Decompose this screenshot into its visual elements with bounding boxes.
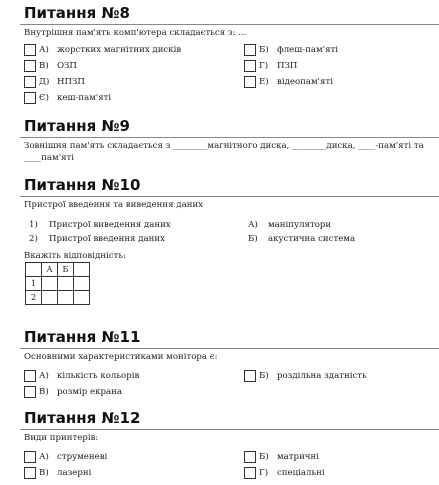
checkbox[interactable]: [24, 76, 36, 88]
q8-option-b[interactable]: [244, 43, 338, 56]
grid-cell[interactable]: [74, 277, 90, 291]
question-11-divider: [20, 348, 439, 349]
option-letter: Е): [259, 76, 269, 87]
option-text: жорстких магнітних дисків: [57, 44, 182, 55]
checkbox[interactable]: [24, 451, 36, 463]
q12-option-b[interactable]: [244, 450, 319, 463]
checkbox[interactable]: [24, 370, 36, 382]
question-9-divider: [20, 137, 439, 138]
question-8-divider: [20, 24, 439, 25]
checkbox[interactable]: [244, 467, 256, 479]
checkbox[interactable]: [24, 92, 36, 104]
question-8-title: Питання №8: [24, 4, 130, 22]
checkbox[interactable]: [24, 60, 36, 72]
checkbox[interactable]: [24, 44, 36, 56]
grid-cell[interactable]: [42, 277, 58, 291]
grid-corner-right: [74, 263, 90, 277]
option-letter: В): [39, 386, 49, 397]
checkbox[interactable]: [24, 386, 36, 398]
option-text: ПЗП: [277, 60, 298, 71]
q11-option-a[interactable]: [24, 369, 139, 382]
question-11-text: Основними характеристиками монітора є:: [24, 352, 218, 362]
q12-option-g[interactable]: [244, 466, 325, 479]
option-letter: А): [39, 451, 49, 462]
option-text: відеопам'яті: [277, 76, 333, 87]
option-letter: Б): [259, 44, 269, 55]
option-text: флеш-пам'яті: [277, 44, 338, 55]
question-9-title: Питання №9: [24, 117, 130, 135]
option-letter: Б): [259, 370, 269, 381]
grid-corner: [26, 263, 42, 277]
option-letter: Г): [259, 60, 269, 71]
question-12-divider: [20, 429, 439, 430]
checkbox[interactable]: [244, 60, 256, 72]
question-9-text: Зовнішня пам'ять складається з ________магнітного диска, ________диска, ____-пам'яті та ____пам'яті: [24, 141, 424, 163]
option-letter: В): [39, 467, 49, 478]
option-text: роздільна здатність: [277, 370, 367, 381]
grid-col-header: Б: [58, 263, 74, 277]
question-10-divider: [20, 196, 439, 197]
checkbox[interactable]: [244, 451, 256, 463]
q8-option-d[interactable]: [24, 75, 85, 88]
question-12-text: Види принтерів:: [24, 433, 99, 443]
option-text: матричні: [277, 451, 319, 462]
option-letter: Є): [39, 92, 49, 103]
q10-left-item-1: 1) Пристрої виведення даних: [29, 220, 171, 230]
option-text: НПЗП: [57, 76, 85, 87]
q10-grid-label: Вкажіть відповідність:: [24, 251, 126, 261]
grid-cell[interactable]: [74, 291, 90, 305]
q11-option-v[interactable]: [24, 385, 122, 398]
option-letter: А): [39, 370, 49, 381]
checkbox[interactable]: [244, 370, 256, 382]
q8-option-g[interactable]: [244, 59, 297, 72]
q8-option-e[interactable]: [244, 75, 333, 88]
option-text: спеціальні: [277, 467, 325, 478]
option-text: струменеві: [57, 451, 108, 462]
q8-option-ye[interactable]: [24, 91, 111, 104]
option-letter: В): [39, 60, 49, 71]
option-text: розмір екрана: [57, 386, 122, 397]
q8-option-v[interactable]: [24, 59, 77, 72]
option-text: ОЗП: [57, 60, 77, 71]
option-letter: Г): [259, 467, 269, 478]
option-letter: А): [39, 44, 49, 55]
grid-col-header: А: [42, 263, 58, 277]
grid-cell[interactable]: [58, 277, 74, 291]
q11-option-b[interactable]: [244, 369, 367, 382]
option-text: кеш-пам'яті: [57, 92, 112, 103]
question-8-text: Внутрішня пам'ять комп'ютера складається з: ...: [24, 28, 247, 38]
checkbox[interactable]: [244, 44, 256, 56]
question-10-title: Питання №10: [24, 176, 141, 194]
grid-row-header: 2: [26, 291, 42, 305]
q10-right-item-a: А) маніпулятори: [248, 220, 332, 230]
question-10-text: Пристрої введення та виведення даних: [24, 200, 203, 210]
checkbox[interactable]: [24, 467, 36, 479]
grid-cell[interactable]: [42, 291, 58, 305]
q12-option-v[interactable]: [24, 466, 91, 479]
question-12-title: Питання №12: [24, 409, 141, 427]
q10-left-item-2: 2) Пристрої введення даних: [29, 234, 165, 244]
option-text: лазерні: [57, 467, 92, 478]
option-letter: Д): [39, 76, 50, 87]
option-text: кількість кольорів: [57, 370, 140, 381]
q12-option-a[interactable]: [24, 450, 107, 463]
option-letter: Б): [259, 451, 269, 462]
q8-option-a[interactable]: [24, 43, 181, 56]
grid-cell[interactable]: [58, 291, 74, 305]
grid-row-header: 1: [26, 277, 42, 291]
question-11-title: Питання №11: [24, 328, 141, 346]
q10-right-item-b: Б) акустична система: [248, 234, 356, 244]
answer-grid: [25, 262, 90, 305]
checkbox[interactable]: [244, 76, 256, 88]
